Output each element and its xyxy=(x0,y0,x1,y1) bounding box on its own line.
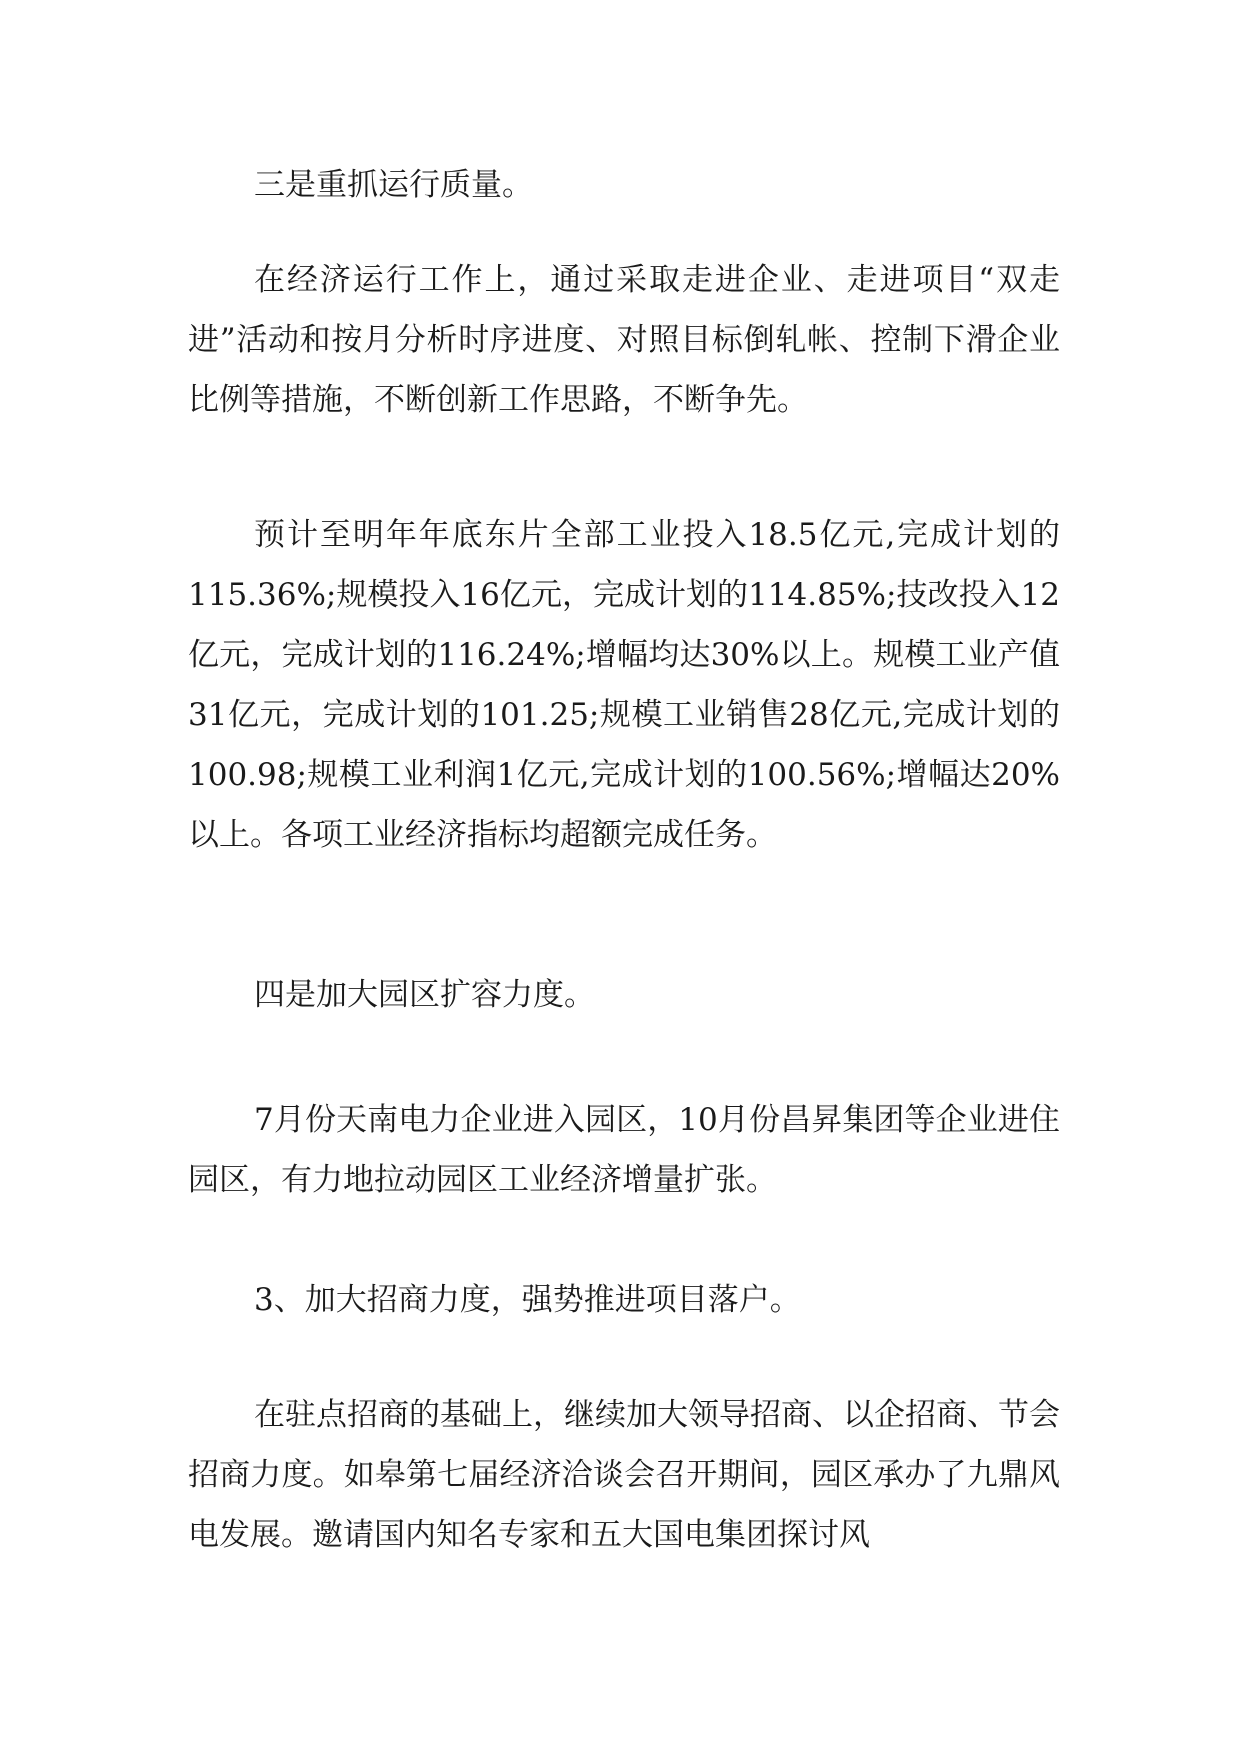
paragraph-economic-operation: 在经济运行工作上，通过采取走进企业、走进项目“双走进”活动和按月分析时序进度、对照目标倒轧帐、控制下滑企业比例等措施，不断创新工作思路，不断争先。 xyxy=(188,262,1060,418)
paragraph-heading-three: 三是重抓运行质量。 xyxy=(254,167,533,203)
paragraph-park-expansion: 7月份天南电力企业进入园区，10月份昌昇集团等企业进住园区，有力地拉动园区工业经济增量扩张。 xyxy=(188,1102,1060,1198)
paragraph-heading-four: 四是加大园区扩容力度。 xyxy=(254,977,595,1013)
paragraph-industrial-forecast: 预计至明年年底东片全部工业投入18.5亿元,完成计划的115.36%;规模投入16亿元，完成计划的114.85%;技改投入12亿元，完成计划的116.24%;增幅均达30%以上。规模工业产值31亿元，完成计划的101.25;规模工业销售28亿元,完成计划的100.98;规模工业利润1亿元,完成计划的100.56%;增幅达20%以上。各项工业经济指标均超额完成任务。 xyxy=(188,517,1060,853)
paragraph-investment-promotion: 在驻点招商的基础上，继续加大领导招商、以企招商、节会招商力度。如皋第七届经济洽谈会召开期间，园区承办了九鼎风电发展。邀请国内知名专家和五大国电集团探讨风 xyxy=(188,1397,1060,1553)
paragraph-section-three-heading: 3、加大招商力度，强势推进项目落户。 xyxy=(254,1282,801,1318)
